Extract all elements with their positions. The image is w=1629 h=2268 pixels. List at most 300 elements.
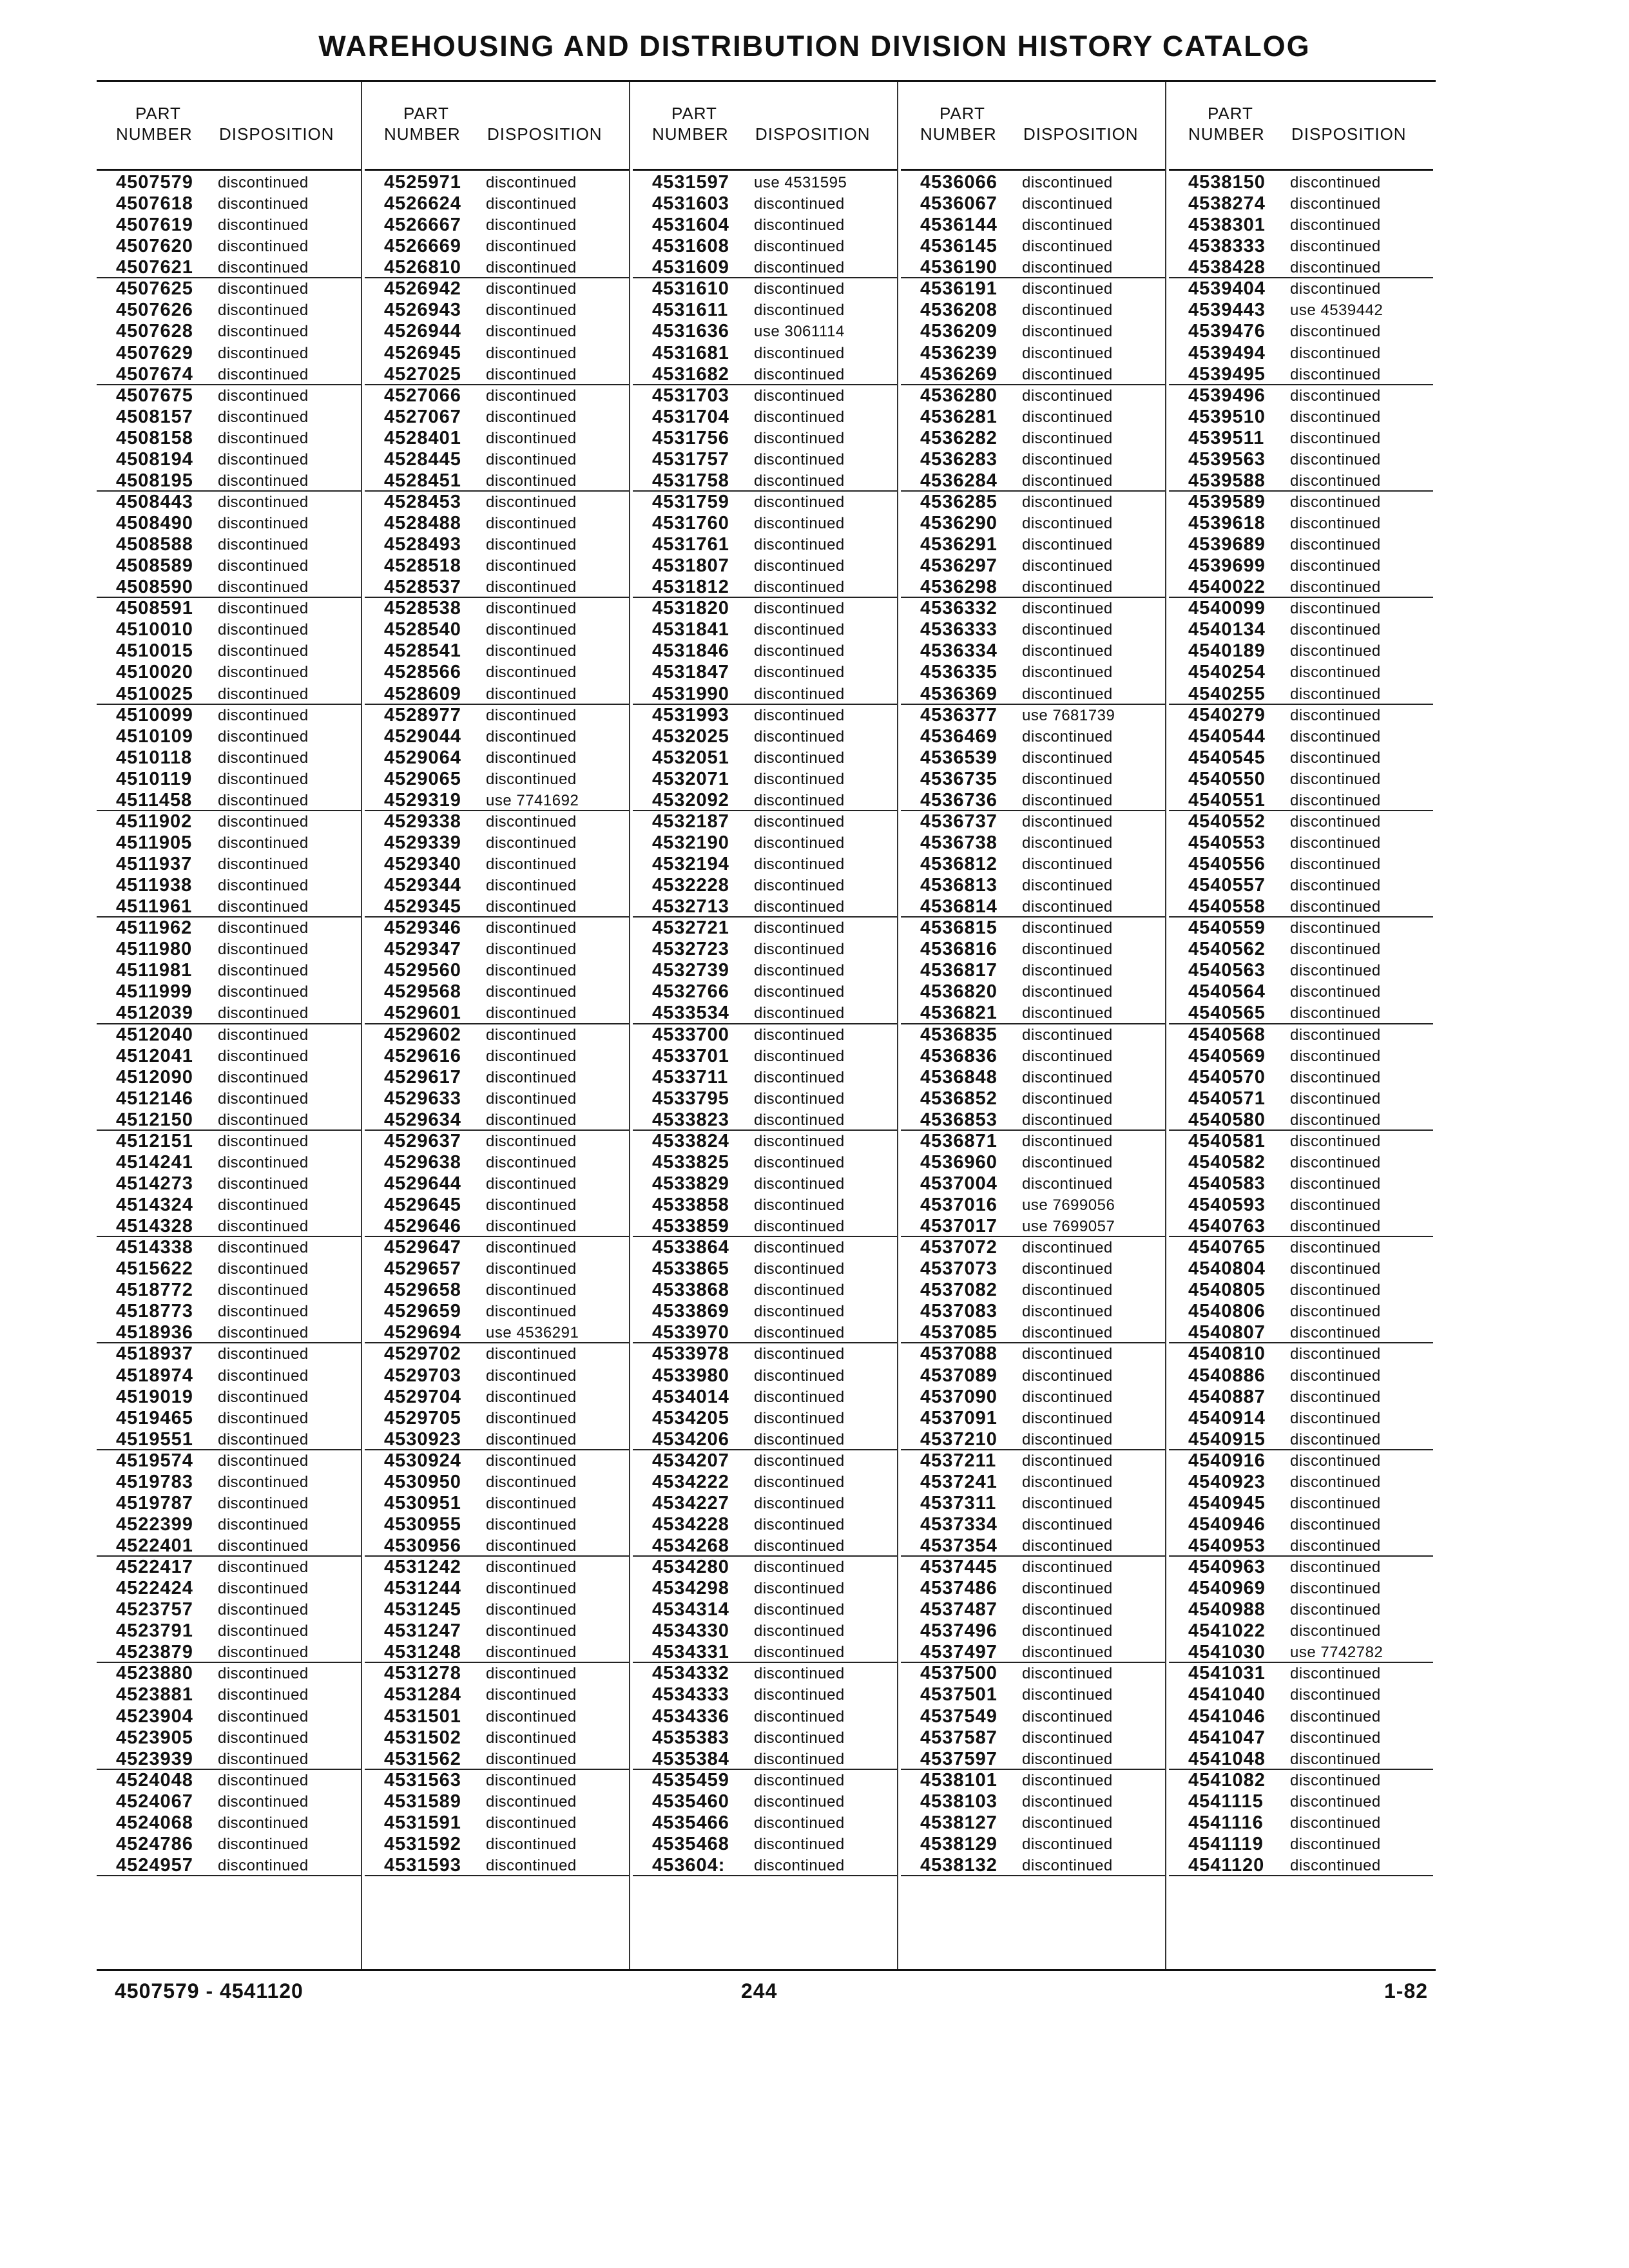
table-row [633, 1855, 897, 1876]
table-row [633, 555, 897, 577]
disposition: discontinued [1022, 472, 1113, 490]
part-number: 4531278 [384, 1663, 461, 1684]
disposition: discontinued [1022, 1153, 1113, 1171]
part-number: 4507619 [116, 215, 193, 236]
disposition: discontinued [1022, 1622, 1113, 1640]
disposition: discontinued [1290, 1580, 1381, 1598]
part-number: 4530956 [384, 1535, 461, 1556]
part-number: 4537085 [920, 1322, 998, 1343]
part-number: 4529646 [384, 1216, 461, 1237]
part-number: 4537016 [920, 1195, 998, 1215]
disposition: discontinued [754, 898, 845, 916]
header-rule [365, 169, 629, 171]
disposition: discontinued [486, 323, 577, 341]
disposition: discontinued [1022, 1111, 1113, 1129]
part-number: 4511999 [116, 981, 193, 1003]
part-number: 4540916 [1188, 1450, 1266, 1471]
part-number: 4528401 [384, 427, 461, 448]
part-number: 4531682 [652, 363, 729, 385]
table-row [1169, 1450, 1433, 1472]
disposition: discontinued [1290, 515, 1381, 532]
part-number: 4508195 [116, 470, 193, 491]
part-number: 4512090 [116, 1066, 193, 1088]
disposition: discontinued [1022, 834, 1113, 852]
disposition: discontinued [1290, 408, 1381, 426]
table-row [365, 662, 629, 683]
table-row [365, 1258, 629, 1280]
disposition: discontinued [486, 429, 577, 447]
part-number: 4529647 [384, 1237, 461, 1258]
table-row [1169, 1152, 1433, 1173]
part-number: 4539494 [1188, 342, 1266, 363]
part-number: 4531807 [652, 555, 729, 577]
disposition: discontinued [218, 1835, 309, 1853]
table-row [97, 364, 361, 385]
disposition: discontinued [486, 387, 577, 405]
table-row [633, 492, 897, 513]
part-number: 4536284 [920, 470, 998, 491]
disposition: discontinued [1022, 1792, 1113, 1811]
part-number: 4529703 [384, 1365, 461, 1386]
part-number: 4533864 [652, 1237, 729, 1258]
table-row [365, 513, 629, 534]
part-number: 4526624 [384, 193, 461, 215]
part-number: 4536737 [920, 811, 998, 832]
part-number: 4529345 [384, 896, 461, 918]
disposition: discontinued [486, 1239, 577, 1257]
part-number: 4523904 [116, 1706, 193, 1727]
table-row [97, 1322, 361, 1343]
table-row [365, 1557, 629, 1578]
disposition: discontinued [1022, 1580, 1113, 1598]
disposition: discontinued [486, 1856, 577, 1874]
disposition: discontinued [1022, 557, 1113, 575]
part-number: 4536144 [920, 215, 998, 236]
part-number: 4512150 [116, 1109, 193, 1130]
disposition: discontinued [754, 791, 845, 809]
disposition: discontinued [1290, 1473, 1381, 1491]
part-number: 4527025 [384, 363, 461, 385]
disposition: discontinued [218, 1239, 309, 1257]
table-row [1169, 449, 1433, 470]
part-number: 4537486 [920, 1578, 998, 1599]
table-row [633, 1429, 897, 1450]
disposition: discontinued [1022, 515, 1113, 532]
disposition: discontinued [1290, 1409, 1381, 1427]
disposition: discontinued [754, 408, 845, 426]
disposition: discontinued [218, 1856, 309, 1874]
disposition: discontinued [754, 280, 845, 298]
table-row [901, 1301, 1165, 1322]
table-row [633, 1216, 897, 1237]
disposition: discontinued [1290, 1367, 1381, 1385]
part-number: 4536821 [920, 1003, 998, 1024]
disposition: discontinued [1022, 1856, 1113, 1874]
table-row [901, 1322, 1165, 1343]
table-row [365, 1003, 629, 1024]
part-label: PART [135, 104, 181, 123]
table-row [1169, 619, 1433, 640]
part-number: 4534332 [652, 1663, 729, 1684]
disposition: discontinued [486, 1729, 577, 1747]
table-row [633, 1450, 897, 1472]
table-row [365, 875, 629, 896]
disposition: discontinued [1022, 1345, 1113, 1363]
table-row [365, 1343, 629, 1365]
part-number: 4512151 [116, 1130, 193, 1151]
table-row [1169, 1408, 1433, 1429]
table-row [1169, 854, 1433, 875]
part-number: 4508588 [116, 534, 193, 555]
table-row [1169, 1237, 1433, 1258]
table-row [901, 726, 1165, 747]
part-number: 4507618 [116, 193, 193, 215]
part-number: 4536335 [920, 662, 998, 683]
table-row [365, 1110, 629, 1131]
part-number: 4536239 [920, 342, 998, 363]
table-row [97, 1727, 361, 1749]
header-rule [633, 169, 897, 171]
part-number: 4534268 [652, 1535, 729, 1556]
part-number: 4536815 [920, 918, 998, 939]
disposition: discontinued [486, 770, 577, 788]
table-row [365, 1834, 629, 1855]
table-row [97, 428, 361, 449]
disposition: discontinued [754, 493, 845, 511]
table-row [365, 1535, 629, 1557]
disposition: discontinued [486, 472, 577, 490]
table-row [365, 1088, 629, 1110]
disposition: discontinued [1290, 621, 1381, 639]
table-row [1169, 1812, 1433, 1834]
part-number: 4539510 [1188, 406, 1266, 427]
part-number: 4529694 [384, 1322, 461, 1343]
table-row [633, 343, 897, 364]
disposition: discontinued [754, 1601, 845, 1619]
part-number: 4531604 [652, 215, 729, 236]
table-row [97, 1578, 361, 1599]
part-number: 4540915 [1188, 1428, 1266, 1450]
disposition: discontinued [218, 1324, 309, 1342]
table-row [1169, 1855, 1433, 1876]
table-row [901, 1791, 1165, 1812]
disposition: discontinued [486, 1601, 577, 1619]
part-number: 4518773 [116, 1301, 193, 1322]
table-row [633, 1343, 897, 1365]
disposition: discontinued [754, 1409, 845, 1427]
disposition: discontinued [754, 1111, 845, 1129]
part-number: 4508443 [116, 491, 193, 512]
table-row [97, 321, 361, 342]
part-number: 4529659 [384, 1301, 461, 1322]
table-row [1169, 1706, 1433, 1727]
table-row [365, 385, 629, 407]
table-row [1169, 1024, 1433, 1046]
part-number: 4531846 [652, 640, 729, 662]
table-row [97, 470, 361, 492]
disposition: discontinued [486, 259, 577, 277]
table-row [901, 832, 1165, 854]
table-row [365, 577, 629, 598]
disposition: discontinued [1290, 962, 1381, 980]
table-row [365, 1301, 629, 1322]
part-number: 4540189 [1188, 640, 1266, 662]
disposition: discontinued [754, 472, 845, 490]
table-row [1169, 1493, 1433, 1514]
table-row [901, 1152, 1165, 1173]
disposition: discontinued [754, 302, 845, 320]
part-number: 4531636 [652, 321, 729, 342]
table-row [97, 407, 361, 428]
part-number: 4529065 [384, 768, 461, 789]
part-number: 4536735 [920, 768, 998, 789]
disposition: discontinued [218, 1004, 309, 1023]
table-row [97, 1365, 361, 1387]
disposition: discontinued [1290, 1515, 1381, 1533]
disposition: discontinued [754, 1473, 845, 1491]
table-row [365, 1046, 629, 1067]
table-row [97, 875, 361, 896]
disposition: discontinued [218, 1473, 309, 1491]
table-row [1169, 598, 1433, 619]
part-number: 4536067 [920, 193, 998, 215]
disposition: discontinued [1290, 770, 1381, 788]
table-row [633, 449, 897, 470]
part-number: 4529658 [384, 1280, 461, 1301]
table-row [365, 1067, 629, 1088]
disposition: discontinued [1290, 1047, 1381, 1065]
table-row [901, 385, 1165, 407]
part-number: 4534314 [652, 1599, 729, 1620]
table-row [1169, 1770, 1433, 1791]
table-row [901, 1046, 1165, 1067]
table-row [633, 1067, 897, 1088]
table-row [97, 172, 361, 193]
part-number: 4511458 [116, 789, 193, 811]
disposition: discontinued [486, 493, 577, 511]
table-row [365, 981, 629, 1003]
part-number: 4537354 [920, 1535, 998, 1556]
disposition: discontinued [486, 919, 577, 937]
table-row [1169, 236, 1433, 257]
disposition: discontinued [1022, 600, 1113, 618]
part-number: 4507675 [116, 385, 193, 406]
table-row [97, 1067, 361, 1088]
table-row [97, 300, 361, 321]
disposition: discontinued [486, 642, 577, 660]
part-number: 4537241 [920, 1471, 998, 1492]
disposition: discontinued [486, 280, 577, 298]
part-number: 4531589 [384, 1791, 461, 1812]
part-number: 4512039 [116, 1003, 193, 1024]
table-row [1169, 1535, 1433, 1557]
part-number: 4510119 [116, 768, 193, 789]
table-row [97, 960, 361, 981]
disposition: discontinued [218, 1047, 309, 1065]
table-row [97, 1408, 361, 1429]
part-number: 4533825 [652, 1151, 729, 1173]
table-row [633, 747, 897, 769]
part-number: 4531759 [652, 491, 729, 512]
disposition: discontinued [486, 1345, 577, 1363]
table-row [901, 875, 1165, 896]
disposition: discontinued [754, 1218, 845, 1236]
part-number: 4534014 [652, 1386, 729, 1407]
table-row [97, 1003, 361, 1024]
footer-page-number: 244 [741, 1979, 778, 2003]
disposition: discontinued [754, 812, 845, 831]
table-row [633, 1514, 897, 1535]
table-row [97, 1152, 361, 1173]
part-number: 4511962 [116, 918, 193, 939]
disposition: discontinued [218, 706, 309, 724]
part-number: 4529617 [384, 1066, 461, 1088]
part-number: 4528518 [384, 555, 461, 577]
table-row [633, 193, 897, 215]
part-number: 4511981 [116, 960, 193, 981]
part-number: 4540988 [1188, 1599, 1266, 1620]
part-number: 4535384 [652, 1748, 729, 1769]
row-list [97, 172, 361, 1876]
part-number: 4532025 [652, 726, 729, 747]
table-row [633, 1280, 897, 1301]
table-row [1169, 1429, 1433, 1450]
part-number: 4534331 [652, 1642, 729, 1663]
table-row [365, 1024, 629, 1046]
table-row [365, 193, 629, 215]
disposition: discontinued [1022, 1132, 1113, 1150]
table-row [1169, 662, 1433, 683]
table-row [1169, 960, 1433, 981]
part-number: 4529340 [384, 854, 461, 874]
disposition: discontinued [486, 1047, 577, 1065]
disposition: discontinued [1290, 1856, 1381, 1874]
part-number: 4536377 [920, 704, 998, 726]
disposition: discontinued [754, 1090, 845, 1108]
disposition: discontinued [1022, 280, 1113, 298]
column-divider [361, 82, 362, 1970]
disposition: discontinued [486, 1303, 577, 1321]
part-number: 4523939 [116, 1748, 193, 1769]
table-row [97, 215, 361, 236]
table-row [633, 1003, 897, 1024]
table-row [633, 1620, 897, 1642]
part-number: 4511937 [116, 854, 193, 874]
part-number: 4508591 [116, 598, 193, 619]
part-label: PART [403, 104, 449, 123]
part-number: 4532194 [652, 854, 729, 874]
table-row [365, 1855, 629, 1876]
disposition: discontinued [486, 1515, 577, 1533]
part-number: 4531820 [652, 598, 729, 619]
table-row [1169, 1343, 1433, 1365]
part-number: 4529657 [384, 1258, 461, 1280]
disposition: discontinued [486, 1430, 577, 1448]
part-number: 4523879 [116, 1642, 193, 1663]
part-number: 4540969 [1188, 1578, 1266, 1599]
table-row [633, 1663, 897, 1684]
disposition: discontinued [486, 941, 577, 959]
disposition: discontinued [218, 834, 309, 852]
disposition: discontinued [486, 812, 577, 831]
part-number: 4531244 [384, 1578, 461, 1599]
table-row [633, 1258, 897, 1280]
part-number: 4532739 [652, 960, 729, 981]
disposition: discontinued [1290, 1111, 1381, 1129]
disposition: discontinued [754, 1835, 845, 1853]
disposition: discontinued [754, 770, 845, 788]
table-row [1169, 918, 1433, 939]
part-number: 4537072 [920, 1237, 998, 1258]
table-row [365, 960, 629, 981]
table-row [97, 513, 361, 534]
table-row [633, 1684, 897, 1706]
part-number: 4533869 [652, 1301, 729, 1322]
part-number: 4538132 [920, 1854, 998, 1876]
part-number: 4531610 [652, 278, 729, 300]
table-row [633, 1088, 897, 1110]
column-header [633, 82, 897, 169]
table-row [365, 1791, 629, 1812]
disposition: discontinued [1290, 1452, 1381, 1470]
disposition: discontinued [218, 579, 309, 597]
disposition-label: DISPOSITION [487, 124, 602, 144]
part-number: 4528488 [384, 513, 461, 533]
part-number: 4534280 [652, 1557, 729, 1578]
table-row [633, 684, 897, 705]
table-row [97, 1706, 361, 1727]
table-row [365, 1152, 629, 1173]
part-number: 4519787 [116, 1492, 193, 1514]
table-row [97, 598, 361, 619]
disposition: discontinued [486, 749, 577, 767]
column-header [1169, 82, 1433, 169]
column-header [901, 82, 1165, 169]
table-row [365, 470, 629, 492]
part-number: 4531608 [652, 236, 729, 257]
part-number: 4532190 [652, 832, 729, 853]
header-rule [901, 169, 1165, 171]
disposition: discontinued [486, 1367, 577, 1385]
disposition: discontinued [754, 1792, 845, 1811]
disposition: discontinued [218, 408, 309, 426]
disposition: discontinued [1022, 727, 1113, 745]
disposition: discontinued [1290, 195, 1381, 213]
table-row [1169, 790, 1433, 811]
table-row [97, 1195, 361, 1216]
part-number: 4528453 [384, 491, 461, 512]
table-row [97, 1387, 361, 1408]
disposition: use 4536291 [486, 1324, 579, 1342]
table-row [901, 321, 1165, 342]
disposition: discontinued [218, 919, 309, 937]
table-row [1169, 832, 1433, 854]
part-number: 4537496 [920, 1620, 998, 1642]
table-row [633, 1599, 897, 1620]
disposition: discontinued [1022, 1750, 1113, 1768]
part-number: 4538127 [920, 1812, 998, 1833]
disposition: discontinued [486, 579, 577, 597]
table-row [901, 705, 1165, 726]
part-number: 4540581 [1188, 1130, 1266, 1151]
part-number: 4524957 [116, 1854, 193, 1876]
table-row [97, 769, 361, 790]
disposition: use 7699057 [1022, 1218, 1115, 1236]
column-header [97, 82, 361, 169]
table-row [365, 1727, 629, 1749]
disposition: discontinued [1022, 408, 1113, 426]
part-number: 4539511 [1188, 427, 1265, 448]
